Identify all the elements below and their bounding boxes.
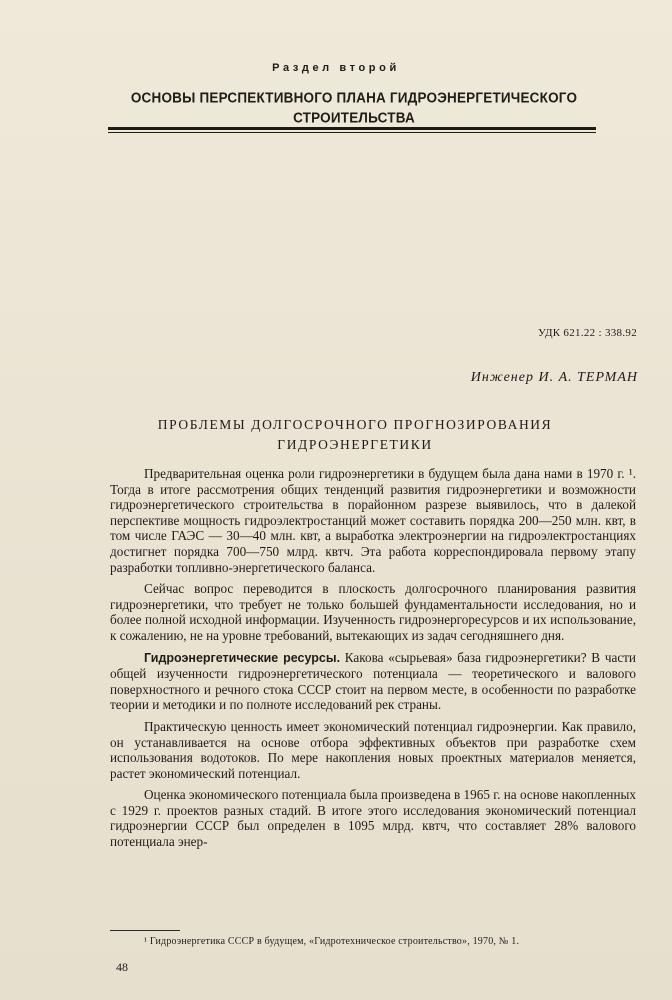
section-label: Раздел второй (272, 62, 400, 74)
section-rule-thick (108, 127, 596, 130)
footnote: ¹ Гидроэнергетика СССР в будущем, «Гидротехническое строительство», 1970, № 1. (144, 936, 520, 947)
footnote-rule (110, 930, 180, 931)
udc-code: УДК 621.22 : 338.92 (537, 327, 637, 339)
paragraph (110, 787, 636, 849)
page-number: 48 (116, 960, 128, 974)
article-author: Инженер И. А. ТЕРМАН (470, 370, 638, 385)
section-rule-thin (108, 132, 596, 133)
paragraph-text: Предварительная оценка роли гидроэнергетики в будущем была дана нами в 1970 г. ¹. Тогда в итоге рассмотрения общих тенденций развития гидроэнергетики и возможности гидроэнергетического строительства в порайонном разрезе выявилось, что в далекой перспективе мощность гидроэлектростанций может составить порядка 200—250 млн. квт, в том числе ГАЭС — 30—40 млн. квт, а выработка электроэнергии на гидроэлектростанциях достигнет порядка 700—750 млрд. квтч. Эта работа корреспондировала первому этапу разработки топливно-энергетического баланса. (110, 466, 636, 575)
paragraph (110, 581, 636, 643)
article-body (110, 466, 636, 856)
paragraph (110, 650, 636, 713)
paragraph (110, 466, 636, 575)
paragraph-text: Практическую ценность имеет экономический потенциал гидроэнергии. Как правило, он устанавливается на основе отбора эффективных объектов при разработке схем использования водотоков. По мере накопления новых проектных материалов меняется, растет экономический потенциал. (110, 718, 636, 781)
section-title: ОСНОВЫ ПЕРСПЕКТИВНОГО ПЛАНА ГИДРОЭНЕРГЕТИЧЕСКОГО СТРОИТЕЛЬСТВА (130, 89, 578, 126)
paragraph (110, 719, 636, 781)
paragraph-text: Оценка экономического потенциала была произведена в 1965 г. на основе накопленных с 1929 г. проектов разных стадий. В итоге этого исследования экономический потенциал гидроэнергии СССР был определен в 1095 млрд. квтч, что составляет 28% валового потенциала энер- (110, 787, 636, 850)
article-title: ПРОБЛЕМЫ ДОЛГОСРОЧНОГО ПРОГНОЗИРОВАНИЯ ГИДРОЭНЕРГЕТИКИ (157, 417, 553, 452)
paragraph-text: Сейчас вопрос переводится в плоскость долгосрочного планирования развития гидроэнергетики, что требует не только большей фундаментальности исследования, но и более полной исходной информации. Изученность гидроэнергоресурсов и их использование, к сожалению, не на уровне требований, вытекающих из задач сегодняшнего дня. (110, 581, 636, 643)
paragraph-heading: Гидроэнергетические ресурсы. (144, 650, 341, 665)
paragraph-text: Какова «сырьевая» база гидроэнергетики? В части общей изученности гидроэнергетического потенциала — теоретического и валового поверхностного и речного стока СССР стоит на первом месте, в особенности по разработке теории и методики и по полноте исследований рек страны. (110, 649, 636, 713)
